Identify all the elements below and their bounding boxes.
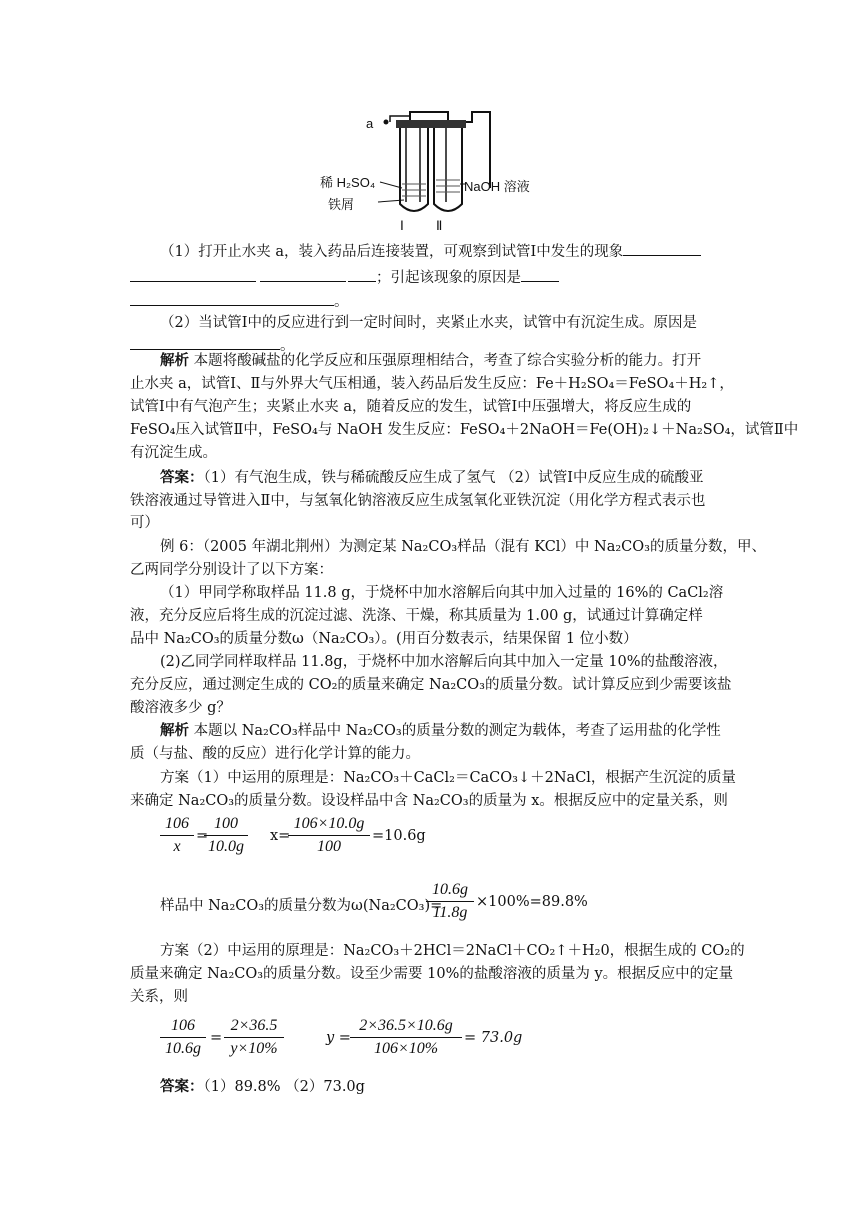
mass-fraction-result: ×100%=89.8% bbox=[476, 894, 588, 910]
example-6-part2-line-3: 酸溶液多少 g？ bbox=[130, 700, 231, 716]
formula-1-fraction-b: 100 10.0g bbox=[204, 814, 248, 857]
analysis-1-line-3: 试管Ⅰ中有气泡产生；夹紧止水夹 a，随着反应的发生，试管Ⅰ中压强增大，将反应生成的 bbox=[130, 399, 692, 415]
label-iron-filings: 铁屑 bbox=[328, 197, 355, 212]
answer-1-line-2: 铁溶液通过导管进入Ⅱ中，与氢氧化钠溶液反应生成氢氧化亚铁沉淀（用化学方程式表示也 bbox=[130, 493, 706, 509]
label-naoh-solution: NaOH 溶液 bbox=[464, 179, 530, 194]
question-2-line-1: （2）当试管Ⅰ中的反应进行到一定时间时，夹紧止水夹，试管中有沉淀生成。原因是 bbox=[160, 315, 697, 331]
label-tube-2: Ⅱ bbox=[436, 218, 443, 233]
label-clip-a: a bbox=[366, 116, 374, 131]
label-dilute-acid: 稀 H₂SO₄ bbox=[320, 175, 376, 190]
scheme-2-line-2: 质量来确定 Na₂CO₃的质量分数。设至少需要 10%的盐酸溶液的质量为 y。根据反应中的定量 bbox=[130, 966, 734, 982]
analysis-1-line-1: 解析 本题将酸碱盐的化学反应和压强原理相结合，考查了综合实验分析的能力。打开 bbox=[160, 352, 702, 369]
example-6-part1-line-3: 品中 Na₂CO₃的质量分数ω（Na₂CO₃）。(用百分数表示，结果保留 1 位小数） bbox=[130, 631, 638, 647]
answer-1-line-3: 可） bbox=[130, 515, 159, 531]
formula-1-x: x= bbox=[270, 828, 291, 844]
example-6-part2-line-2: 充分反应，通过测定生成的 CO₂的质量来确定 Na₂CO₃的质量分数。试计算反应到少需要该盐 bbox=[130, 677, 732, 693]
question-1-line-3: 。 bbox=[130, 290, 730, 313]
scheme-2-line-1: 方案（2）中运用的原理是：Na₂CO₃＋2HCl＝2NaCl＋CO₂↑＋H₂0，根据生成的 CO₂的 bbox=[160, 943, 745, 959]
example-6-line-2: 乙两同学分别设计了以下方案： bbox=[130, 562, 333, 578]
scheme-1-line-2: 来确定 Na₂CO₃的质量分数。设设样品中含 Na₂CO₃的质量为 x。根据反应中的定量关系，则 bbox=[130, 793, 728, 809]
example-6-line-1: 例 6：（2005 年湖北荆州）为测定某 Na₂CO₃样品（混有 KCl）中 Na₂CO₃的质量分数，甲、 bbox=[160, 539, 766, 555]
mass-fraction-text: 样品中 Na₂CO₃的质量分数为ω(Na₂CO₃)= bbox=[160, 898, 443, 914]
analysis-2-line-1: 解析 本题以 Na₂CO₃样品中 Na₂CO₃的质量分数的测定为载体，考查了运用盐的化学性 bbox=[160, 722, 721, 739]
example-6-part1-line-1: （1）甲同学称取样品 11.8 g，于烧杯中加水溶解后向其中加入过量的 16%的 CaCl₂溶 bbox=[160, 585, 724, 601]
scheme-1-line-1: 方案（1）中运用的原理是：Na₂CO₃＋CaCl₂＝CaCO₃↓＋2NaCl，根据产生沉淀的质量 bbox=[160, 770, 736, 786]
mass-fraction-fraction: 10.6g 11.8g bbox=[426, 880, 474, 923]
question-1-line-1: （1）打开止水夹 a，装入药品后连接装置，可观察到试管Ⅰ中发生的现象 bbox=[160, 240, 760, 263]
example-6-part2-line-1: (2)乙同学同样取样品 11.8g，于烧杯中加水溶解后向其中加入一定量 10%的盐酸溶液， bbox=[160, 654, 728, 670]
answer-1-line-1: 答案：（1）有气泡生成，铁与稀硫酸反应生成了氢气 （2）试管Ⅰ中反应生成的硫酸亚 bbox=[160, 469, 704, 486]
analysis-1-line-4: FeSO₄压入试管Ⅱ中，FeSO₄与 NaOH 发生反应：FeSO₄＋2NaOH＝Fe(OH)₂↓＋Na₂SO₄，试管Ⅱ中 bbox=[130, 422, 799, 438]
formula-1-fraction-a: 106 x bbox=[160, 814, 194, 857]
formula-1-fraction-c: 106×10.0g 100 bbox=[288, 814, 370, 857]
analysis-2-line-2: 质（与盐、酸的反应）进行化学计算的能力。 bbox=[130, 746, 420, 762]
question-2-line-2: 。 bbox=[130, 334, 730, 357]
formula-1-equals: = bbox=[196, 828, 209, 844]
analysis-1-line-5: 有沉淀生成。 bbox=[130, 445, 217, 461]
formula-1-result: =10.6g bbox=[372, 828, 426, 844]
formula-2-fraction-c: 2×36.5×10.6g 106×10% bbox=[350, 1016, 462, 1059]
label-tube-1: Ⅰ bbox=[400, 218, 404, 233]
analysis-1-line-2: 止水夹 a，试管Ⅰ、Ⅱ与外界大气压相通，装入药品后发生反应：Fe＋H₂SO₄＝FeSO₄＋H₂↑， bbox=[130, 376, 734, 392]
formula-2-fraction-b: 2×36.5 y×10% bbox=[224, 1016, 284, 1059]
question-1-line-2: ；引起该现象的原因是 bbox=[130, 266, 730, 289]
formula-2-y: y = bbox=[326, 1030, 351, 1046]
answer-2-line: 答案：（1）89.8% （2）73.0g bbox=[160, 1078, 365, 1095]
formula-2-result: = 73.0g bbox=[464, 1030, 523, 1046]
formula-2-fraction-a: 106 10.6g bbox=[160, 1016, 206, 1059]
scheme-2-line-3: 关系，则 bbox=[130, 989, 188, 1005]
formula-2-equals: = bbox=[210, 1030, 223, 1046]
example-6-part1-line-2: 液，充分反应后将生成的沉淀过滤、洗涤、干燥，称其质量为 1.00 g，试通过计算确定样 bbox=[130, 608, 703, 624]
